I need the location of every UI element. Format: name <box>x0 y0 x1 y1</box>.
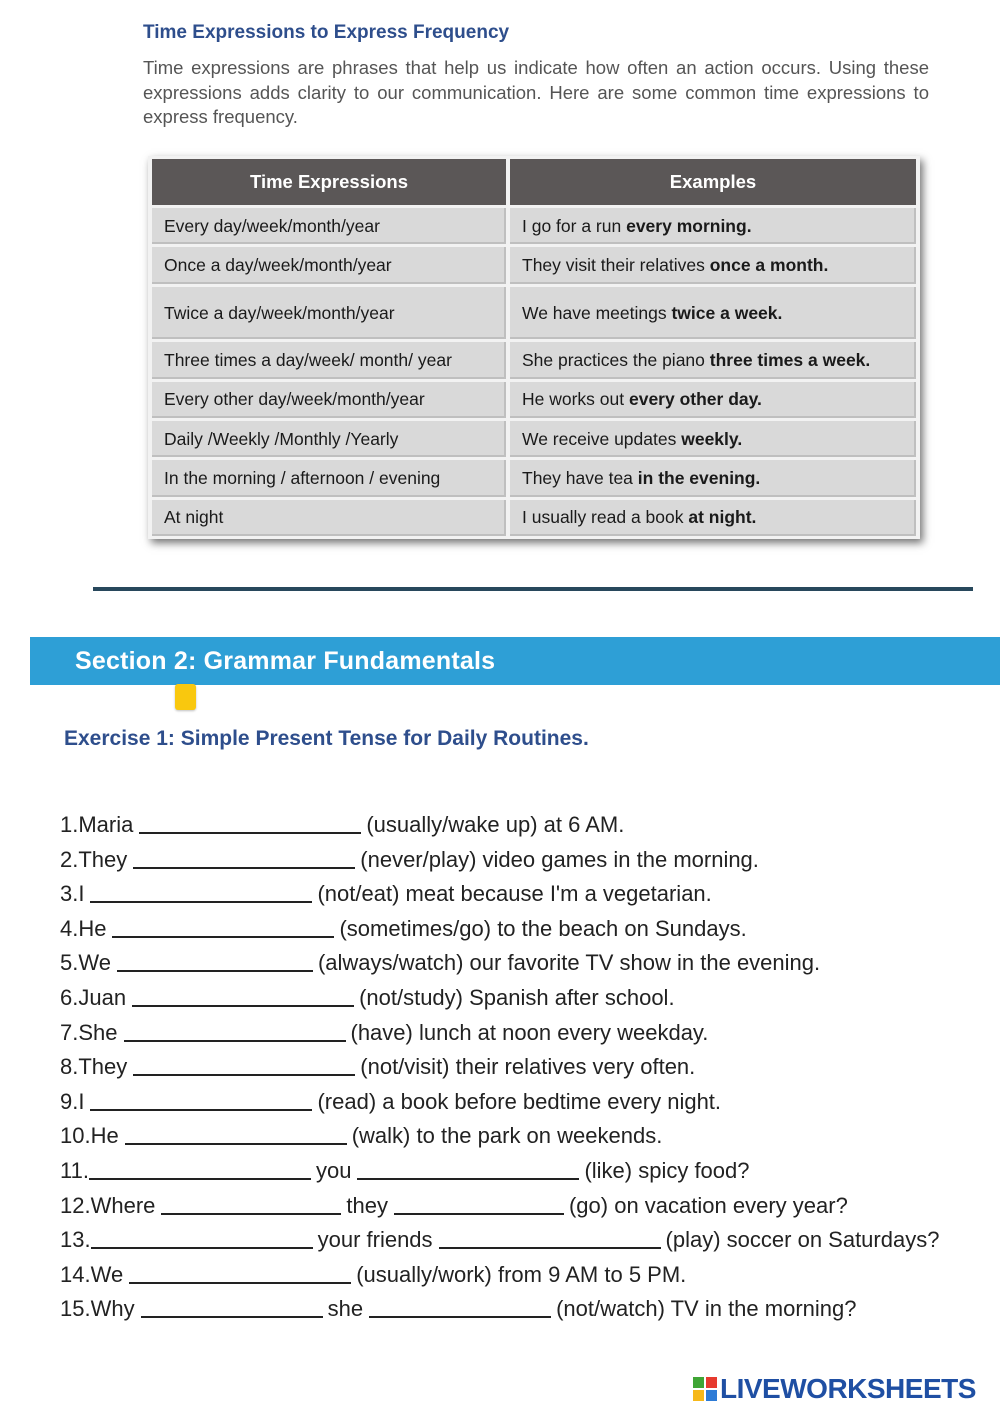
item-text: 14.We <box>60 1261 124 1287</box>
item-text: 4.He <box>60 915 107 941</box>
answer-blank[interactable] <box>139 831 361 834</box>
expression-cell: At night <box>152 500 506 536</box>
example-text: I go for a run <box>522 215 627 236</box>
answer-blank[interactable] <box>133 866 355 869</box>
item-text: (not/study) Spanish after school. <box>359 984 675 1010</box>
exercise-item <box>60 914 990 949</box>
table-row <box>152 342 916 378</box>
answer-blank[interactable] <box>90 1108 312 1111</box>
expression-cell: Once a day/week/month/year <box>152 247 506 283</box>
item-text: 15.Why <box>60 1296 135 1322</box>
answer-blank[interactable] <box>161 1212 341 1215</box>
table-row <box>152 208 916 244</box>
item-text: (never/play) video games in the morning. <box>360 846 759 872</box>
answer-blank[interactable] <box>112 935 334 938</box>
table-row <box>152 247 916 283</box>
expression-cell: Twice a day/week/month/year <box>152 287 506 340</box>
item-text: your friends <box>317 1227 433 1253</box>
example-highlight: in the evening. <box>637 468 761 489</box>
answer-blank[interactable] <box>91 1246 313 1249</box>
item-text: 11. <box>60 1157 89 1183</box>
column-header-examples: Examples <box>510 159 916 205</box>
example-text: We have meetings <box>522 302 672 323</box>
item-text: they <box>346 1192 388 1218</box>
example-highlight: every morning. <box>626 215 752 236</box>
exercise-list <box>60 810 990 1329</box>
exercise-title: Exercise 1: Simple Present Tense for Daily Routines. <box>64 727 589 750</box>
item-text: (sometimes/go) to the beach on Sundays. <box>339 915 747 941</box>
item-text: 9.I <box>60 1088 85 1114</box>
example-highlight: every other day. <box>628 389 762 410</box>
item-text: (play) soccer on Saturdays? <box>665 1227 940 1253</box>
item-text: 3.I <box>60 881 85 907</box>
answer-blank[interactable] <box>133 1073 355 1076</box>
table-header-row <box>152 159 916 205</box>
item-text: (not/eat) meat because I'm a vegetarian. <box>317 881 712 907</box>
item-text: 6.Juan <box>60 984 127 1010</box>
example-highlight: weekly. <box>681 428 743 449</box>
item-text: 7.She <box>60 1019 118 1045</box>
example-cell <box>510 421 916 457</box>
exercise-item <box>60 810 990 845</box>
expression-cell: In the morning / afternoon / evening <box>152 460 506 496</box>
example-cell <box>510 342 916 378</box>
liveworksheets-logo <box>693 1372 976 1406</box>
answer-blank[interactable] <box>89 1177 311 1180</box>
exercise-item <box>60 1225 990 1260</box>
answer-blank[interactable] <box>141 1315 323 1318</box>
exercise-item <box>60 845 990 880</box>
section-title: Section 2: Grammar Fundamentals <box>75 647 496 675</box>
exercise-item <box>60 879 990 914</box>
sticky-note-icon[interactable] <box>175 684 196 710</box>
item-text: (read) a book before bedtime every night. <box>317 1088 722 1114</box>
item-text: 13. <box>60 1227 91 1253</box>
column-header-expressions: Time Expressions <box>152 159 506 205</box>
item-text: (always/watch) our favorite TV show in the evening. <box>317 950 821 976</box>
example-highlight: twice a week. <box>671 302 783 323</box>
example-text: They have tea <box>522 468 638 489</box>
answer-blank[interactable] <box>369 1315 551 1318</box>
table-row <box>152 421 916 457</box>
item-text: (go) on vacation every year? <box>568 1192 848 1218</box>
example-highlight: three times a week. <box>709 350 871 371</box>
answer-blank[interactable] <box>125 1142 347 1145</box>
item-text: you <box>315 1157 352 1183</box>
answer-blank[interactable] <box>394 1212 564 1215</box>
example-text: I usually read a book <box>522 507 689 528</box>
item-text: 2.They <box>60 846 128 872</box>
example-text: She practices the piano <box>522 350 710 371</box>
example-cell <box>510 247 916 283</box>
example-text: We receive updates <box>522 428 682 449</box>
table-row <box>152 500 916 536</box>
example-cell <box>510 287 916 340</box>
answer-blank[interactable] <box>90 900 312 903</box>
item-text: 10.He <box>60 1123 119 1149</box>
exercise-item <box>60 1018 990 1053</box>
item-text: (like) spicy food? <box>584 1157 750 1183</box>
intro-paragraph: Time expressions are phrases that help us indicate how often an action occurs. Using these expressions adds clarity to our communication. Here are some common time expressions to express frequency. <box>143 57 929 127</box>
expression-cell: Every other day/week/month/year <box>152 382 506 418</box>
item-text: (not/visit) their relatives very often. <box>360 1054 696 1080</box>
item-text: 12.Where <box>60 1192 156 1218</box>
example-cell <box>510 382 916 418</box>
answer-blank[interactable] <box>117 969 313 972</box>
liveworksheets-logo-icon <box>693 1377 717 1401</box>
example-cell <box>510 500 916 536</box>
example-text: They visit their relatives <box>522 254 710 275</box>
section-heading-time-expressions: Time Expressions to Express Frequency <box>143 22 510 43</box>
example-cell <box>510 460 916 496</box>
example-highlight: at night. <box>688 507 757 528</box>
item-text: 1.Maria <box>60 812 134 837</box>
item-text: 5.We <box>60 950 111 976</box>
answer-blank[interactable] <box>357 1177 579 1180</box>
expression-cell: Daily /Weekly /Monthly /Yearly <box>152 421 506 457</box>
exercise-item <box>60 1087 990 1122</box>
answer-blank[interactable] <box>132 1004 354 1007</box>
section-divider <box>93 587 973 591</box>
exercise-item <box>60 1260 990 1295</box>
exercise-item <box>60 983 990 1018</box>
expression-cell: Every day/week/month/year <box>152 208 506 244</box>
exercise-item <box>60 1052 990 1087</box>
time-expressions-table <box>148 156 920 539</box>
example-cell <box>510 208 916 244</box>
item-text: she <box>327 1296 364 1322</box>
brand-name: LIVEWORKSHEETS <box>720 1373 976 1404</box>
answer-blank[interactable] <box>439 1246 661 1249</box>
example-text: He works out <box>522 389 629 410</box>
item-text: (walk) to the park on weekends. <box>351 1123 663 1149</box>
item-text: (have) lunch at noon every weekday. <box>350 1019 709 1045</box>
example-highlight: once a month. <box>709 254 829 275</box>
exercise-item <box>60 1156 990 1191</box>
expression-cell: Three times a day/week/ month/ year <box>152 342 506 378</box>
exercise-item <box>60 948 990 983</box>
table-row <box>152 460 916 496</box>
exercise-item <box>60 1121 990 1156</box>
item-text: (usually/work) from 9 AM to 5 PM. <box>356 1261 687 1287</box>
item-text: (not/watch) TV in the morning? <box>556 1296 857 1322</box>
exercise-item <box>60 1294 990 1329</box>
answer-blank[interactable] <box>129 1281 351 1284</box>
section-banner <box>30 637 1000 685</box>
answer-blank[interactable] <box>124 1039 346 1042</box>
table-row <box>152 382 916 418</box>
exercise-item <box>60 1191 990 1226</box>
item-text: 8.They <box>60 1054 128 1080</box>
item-text: (usually/wake up) at 6 AM. <box>366 812 625 837</box>
table-row <box>152 287 916 340</box>
